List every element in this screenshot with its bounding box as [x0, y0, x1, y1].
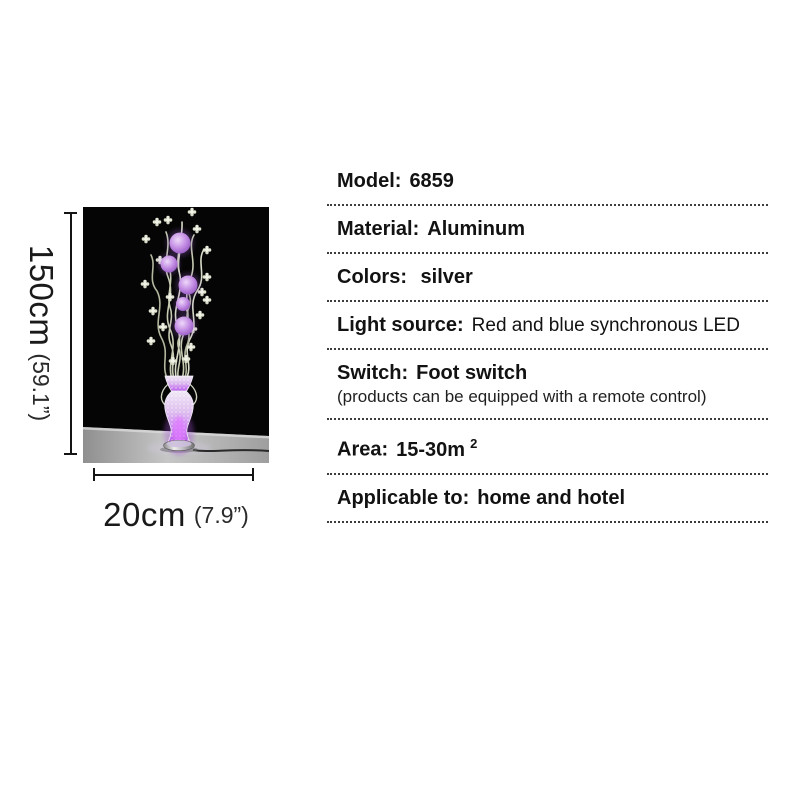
spec-value: Foot switch	[416, 362, 528, 384]
spec-row-switch	[327, 350, 768, 420]
spec-value: 15-30m	[396, 438, 466, 461]
spec-row-material	[327, 206, 768, 254]
spec-label: Area:	[337, 438, 389, 461]
spec-value: 6859	[409, 170, 454, 192]
spec-label: Light source:	[337, 314, 464, 336]
height-inches: (59.1”)	[28, 353, 55, 422]
height-dimension-label	[18, 203, 64, 463]
product-photo	[83, 207, 269, 463]
spec-note: (products can be equipped with a remote control)	[337, 387, 707, 406]
spec-label: Switch:	[337, 362, 409, 384]
width-inches: (7.9”)	[193, 501, 249, 528]
width-value: 20cm	[103, 496, 186, 533]
spec-row-area	[327, 420, 768, 475]
spec-row-model	[327, 160, 768, 206]
spec-row-applicable	[327, 475, 768, 523]
width-dimension-line	[93, 468, 254, 481]
area-superscript: 2	[470, 436, 478, 451]
spec-list	[327, 160, 768, 523]
height-value: 150cm	[23, 244, 60, 347]
spec-value: Aluminum	[427, 218, 526, 240]
power-cord	[193, 450, 269, 451]
spec-value: home and hotel	[477, 486, 626, 509]
spec-label: Colors:	[337, 266, 407, 288]
spec-value: silver	[415, 266, 473, 288]
spec-label: Applicable to:	[337, 486, 470, 509]
spec-row-light-source	[327, 302, 768, 350]
height-dimension-line	[64, 212, 77, 455]
spec-value: Red and blue synchronous LED	[471, 315, 740, 336]
spec-row-colors	[327, 254, 768, 302]
spec-label: Model:	[337, 170, 402, 192]
width-dimension-label	[63, 496, 289, 534]
lamp-illustration	[83, 207, 269, 463]
spec-label: Material:	[337, 218, 420, 240]
